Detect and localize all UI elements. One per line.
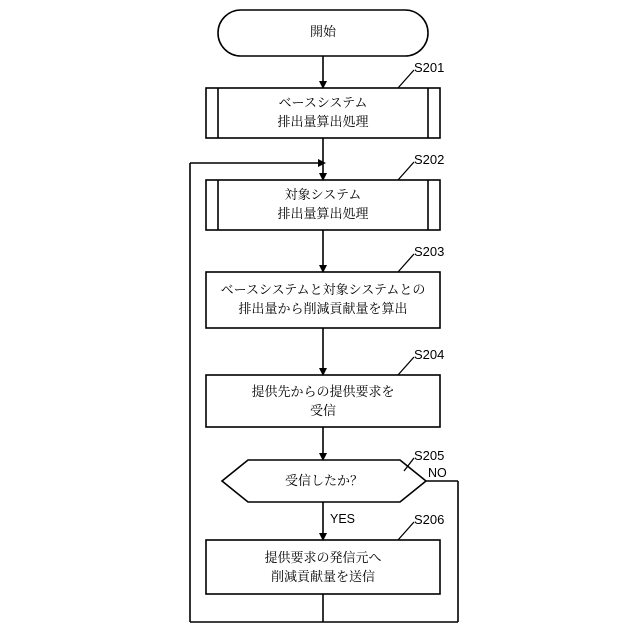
node-label-s206: 提供要求の発信元へ 削減貢献量を送信 <box>264 550 382 584</box>
node-shape-s203 <box>206 272 440 328</box>
step-label-s201: S201 <box>414 60 445 75</box>
step-label-s205: S205 <box>414 448 445 463</box>
node-shape-start <box>218 10 428 56</box>
node-shape-s205 <box>222 460 426 502</box>
node-shape-s201 <box>206 88 440 138</box>
step-label-s203: S203 <box>414 244 445 259</box>
node-label-s203: ベースシステムと対象システムとの 排出量から削減貢献量を算出 <box>220 282 426 316</box>
step-label-s206: S206 <box>414 512 445 527</box>
step-label-s204: S204 <box>414 347 445 362</box>
edge-label-no: NO <box>428 466 447 480</box>
node-label-start: 開始 <box>309 24 336 39</box>
edge-label-yes: YES <box>330 512 356 526</box>
node-label-s202: 対象システム 排出量算出処理 <box>277 187 369 221</box>
node-label-s201: ベースシステム 排出量算出処理 <box>277 95 369 129</box>
node-shape-s206 <box>206 540 440 594</box>
node-label-s204: 提供先からの提供要求を 受信 <box>251 384 395 418</box>
node-label-s205: 受信したか？ <box>284 473 363 488</box>
node-shape-s204 <box>206 375 440 427</box>
node-shape-s202 <box>206 180 440 230</box>
step-label-s202: S202 <box>414 152 445 167</box>
